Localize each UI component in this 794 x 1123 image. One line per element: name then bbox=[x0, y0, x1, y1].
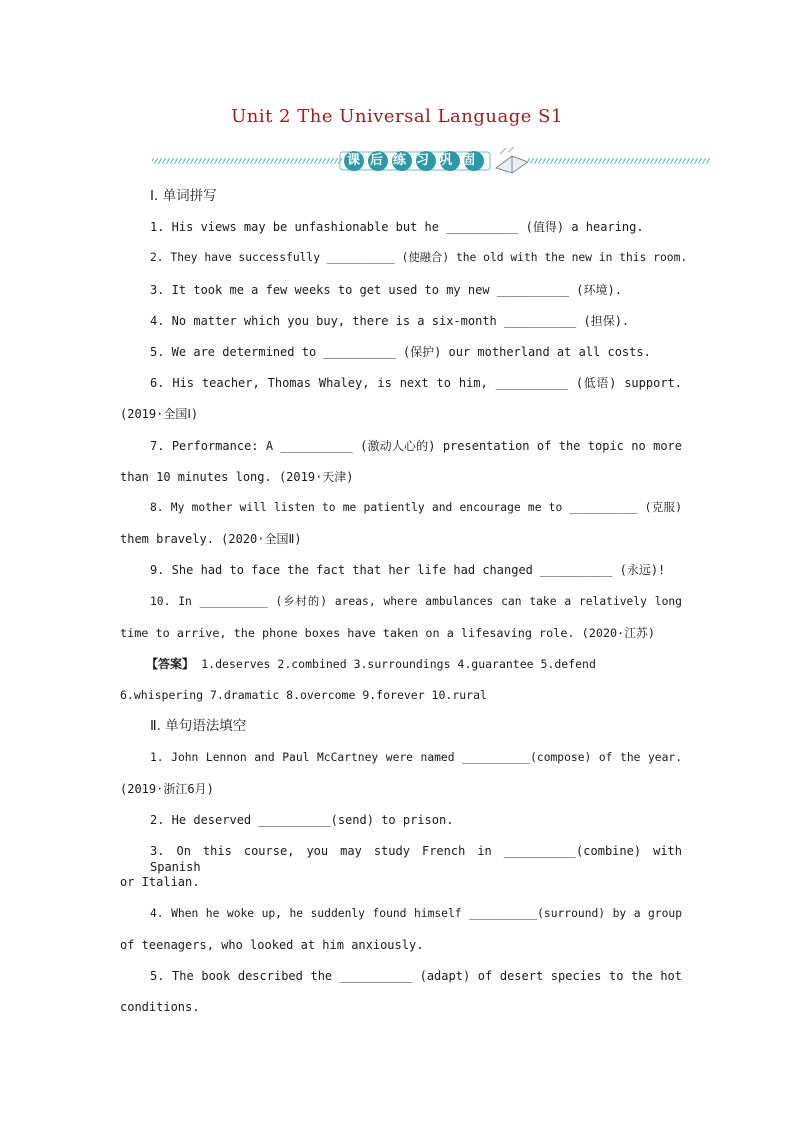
s1-line-8: 8. My mother will listen to me patiently and encourage me to __________ (克服) bbox=[150, 501, 682, 514]
banner-label: 课后练习巩固 bbox=[347, 153, 486, 168]
content-area bbox=[120, 0, 688, 1123]
s1-line-4: 4. No matter which you buy, there is a six-month __________ (担保). bbox=[150, 314, 630, 328]
page-title: Unit 2 The Universal Language S1 bbox=[231, 106, 563, 127]
s1-line-6-source: (2019·全国Ⅰ) bbox=[120, 407, 199, 421]
s2-line-4: 4. When he woke up, he suddenly found himself __________(surround) by a group bbox=[150, 907, 682, 920]
s1-line-9: 9. She had to face the fact that her life had changed __________ (永远)! bbox=[150, 563, 666, 577]
answer-line-2: 6.whispering 7.dramatic 8.overcome 9.forever 10.rural bbox=[120, 688, 487, 702]
s1-line-1: 1. His views may be unfashionable but he __________ (值得) a hearing. bbox=[150, 220, 644, 234]
s1-line-3: 3. It took me a few weeks to get used to my new __________ (环境). bbox=[150, 283, 622, 297]
s2-line-5-cont: conditions. bbox=[120, 1000, 200, 1014]
s2-line-4-cont: of teenagers, who looked at him anxiously. bbox=[120, 938, 424, 952]
s2-line-5: 5. The book described the __________ (adapt) of desert species to the hot bbox=[150, 969, 682, 983]
s2-line-3-cont: or Italian. bbox=[120, 875, 200, 889]
s2-line-1-source: (2019·浙江6月) bbox=[120, 782, 214, 796]
s1-line-6: 6. His teacher, Thomas Whaley, is next to him, __________ (低语) support. bbox=[150, 376, 682, 390]
s1-line-10: 10. In __________ (乡村的) areas, where ambulances can take a relatively long bbox=[150, 595, 682, 608]
s2-line-1: 1. John Lennon and Paul McCartney were named __________(compose) of the year. bbox=[150, 751, 682, 764]
answer-line-1: 1.deserves 2.combined 3.surroundings 4.guarantee 5.defend bbox=[201, 657, 596, 671]
answer-label: 【答案】 bbox=[146, 657, 195, 671]
s1-line-7: 7. Performance: A __________ (激动人心的) presentation of the topic no more bbox=[150, 439, 682, 453]
s1-line-7-cont: than 10 minutes long. (2019·天津) bbox=[120, 470, 354, 484]
s1-line-8-cont: them bravely. (2020·全国Ⅱ) bbox=[120, 532, 302, 546]
answer-block bbox=[146, 656, 682, 672]
s1-line-2: 2. They have successfully __________ (使融合) the old with the new in this room. bbox=[150, 251, 688, 264]
section2-heading: Ⅱ. 单句语法填空 bbox=[150, 718, 247, 734]
s1-line-5: 5. We are determined to __________ (保护) our motherland at all costs. bbox=[150, 345, 651, 359]
section1-heading: Ⅰ. 单词拼写 bbox=[150, 188, 217, 204]
s2-line-2: 2. He deserved __________(send) to prison. bbox=[150, 813, 454, 827]
s2-line-3: 3. On this course, you may study French in __________(combine) with Spanish bbox=[150, 844, 682, 874]
s1-line-10-cont: time to arrive, the phone boxes have taken on a lifesaving role. (2020·江苏) bbox=[120, 626, 655, 640]
